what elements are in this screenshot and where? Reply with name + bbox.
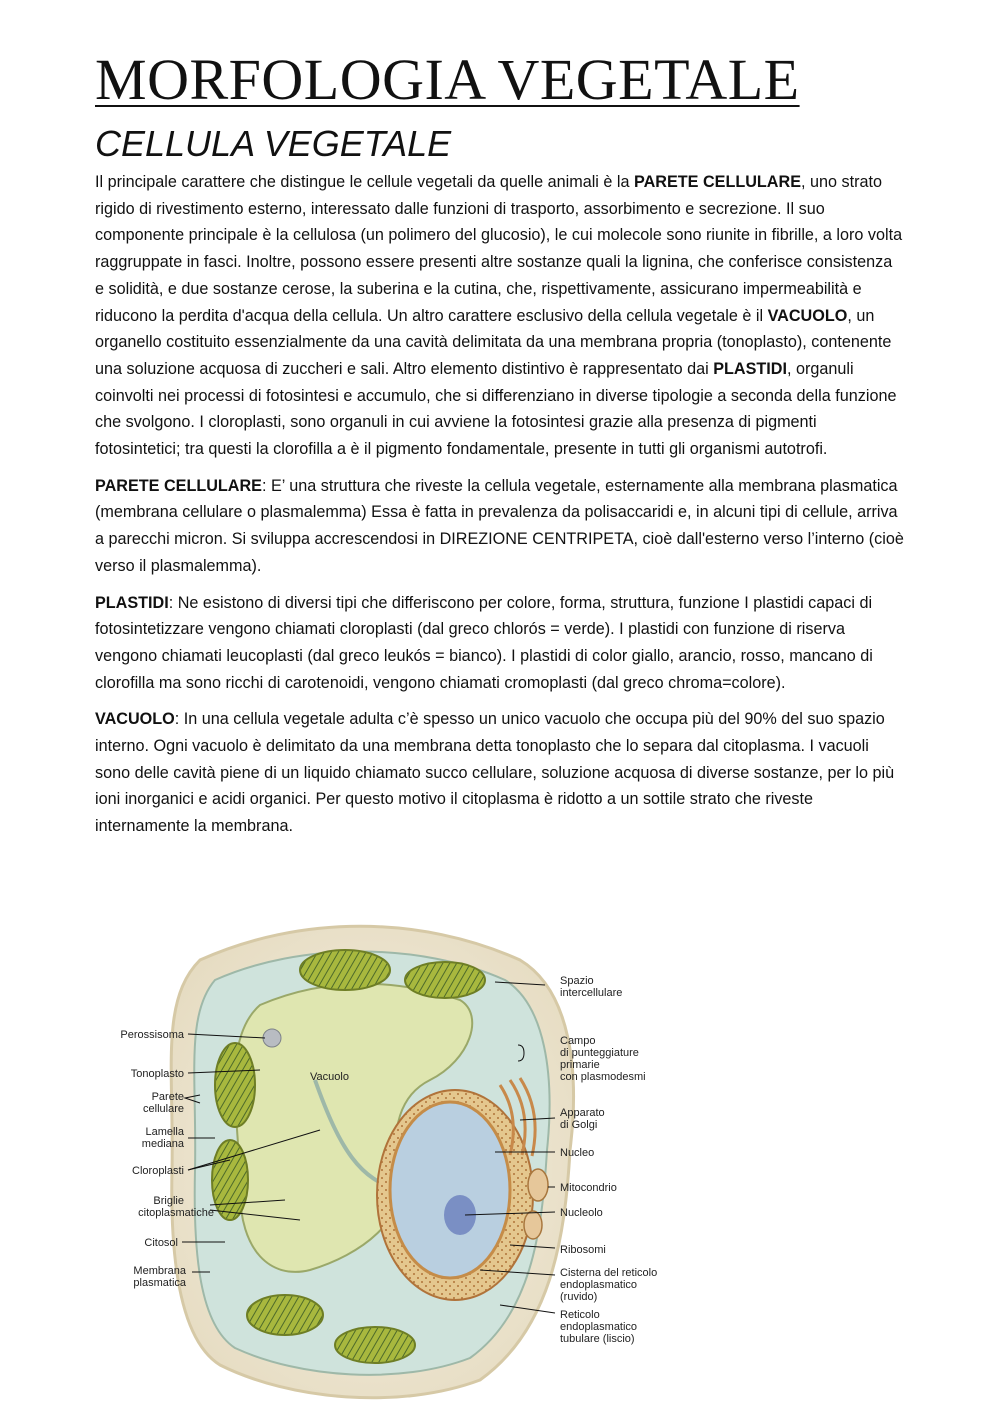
intro-text-1: Il principale carattere che distingue le cellule vegetali da quelle animali è la xyxy=(95,173,635,191)
parete-paragraph xyxy=(95,473,905,580)
plastidi-term: PLASTIDI xyxy=(95,593,169,612)
label-lamella-2: mediana xyxy=(141,1138,184,1150)
label-tonoplasto: Tonoplasto xyxy=(130,1068,184,1080)
intro-text-3: , un organello costituito essenzialmente da una cavità delimitata da una membrana propria (tonoplasto), contenente una soluzione acquosa di zuccheri e sali. Altro elemento distintivo è rappresentato dai xyxy=(95,306,892,378)
document-body xyxy=(95,169,905,850)
label-reticolo-2: endoplasmatico xyxy=(560,1321,638,1333)
label-mitocondrio: Mitocondrio xyxy=(560,1182,617,1194)
intro-paragraph xyxy=(95,169,905,463)
page-title: MORFOLOGIA VEGETALE xyxy=(95,47,800,112)
label-nucleolo: Nucleolo xyxy=(560,1207,603,1219)
label-perossisoma: Perossisoma xyxy=(120,1029,184,1041)
label-ribosomi: Ribosomi xyxy=(560,1244,606,1256)
nucleus xyxy=(390,1102,510,1278)
label-spazio-1: Spazio xyxy=(560,975,594,987)
label-cisterna-2: endoplasmatico xyxy=(560,1279,638,1291)
vacuolo-term: VACUOLO xyxy=(95,710,175,729)
parete-term: PARETE CELLULARE xyxy=(95,476,262,495)
chloroplast xyxy=(300,950,390,990)
text-clip-mask xyxy=(0,905,1000,919)
intro-text-4: , organuli coinvolti nei processi di fotosintesi e accumulo, che si differenziano in diverse tipologie a seconda della funzione che svolgono. I cloroplasti, sono organuli in cui avviene la fotosintesi grazie alla presenza di pigmenti fotosintetici; tra questi la clorofilla a è il pigmento fondamentale, presente in tutti gli organismi autotrofi. xyxy=(95,359,897,459)
label-membrana-1: Membrana xyxy=(133,1265,186,1277)
label-campo-3: primarie xyxy=(560,1059,600,1071)
label-spazio-2: intercellulare xyxy=(560,987,623,999)
plant-cell-diagram xyxy=(100,920,720,1400)
label-parete-2: cellulare xyxy=(143,1103,184,1115)
label-cisterna-3: (ruvido) xyxy=(560,1291,598,1303)
label-vacuolo: Vacuolo xyxy=(310,1071,349,1083)
label-nucleo: Nucleo xyxy=(560,1147,595,1159)
label-campo-2: di punteggiature xyxy=(560,1047,639,1059)
parete-text: : E’ una struttura che riveste la cellula vegetale, esternamente alla membrana plasmatica (membrana cellulare o plasmalemma) Essa è fatta in prevalenza da polisaccaridi e, in alcuni tipi di cellule, arriva a parecchi micron. Si sviluppa accrescendosi in DIREZIONE CENTRIPETA, cioè dall'esterno verso l’interno (cioè verso il plasmalemma). xyxy=(95,476,904,575)
chloroplast xyxy=(405,962,485,998)
label-parete-1: Parete xyxy=(151,1091,184,1103)
chloroplast xyxy=(247,1295,323,1335)
mitochondrion xyxy=(528,1169,548,1201)
label-cisterna-1: Cisterna del reticolo xyxy=(560,1267,658,1279)
label-briglie-1: Briglie xyxy=(153,1195,184,1207)
vacuolo-paragraph xyxy=(95,706,905,840)
label-reticolo-3: tubulare (liscio) xyxy=(560,1333,635,1345)
label-membrana-2: plasmatica xyxy=(133,1277,186,1289)
plastidi-text: : Ne esistono di diversi tipi che differiscono per colore, forma, struttura, funzione I plastidi capaci di fotosintetizzare vengono chiamati cloroplasti (dal greco chlorós = verde). I plastidi con funzione di riserva vengono chiamati leucoplasti (dal greco leukós = bianco). I plastidi di color giallo, arancio, rosso, mancano di clorofilla ma sono ricchi di carotenoidi, vengono chiamati cromoplasti (dal greco chroma=colore). xyxy=(95,593,873,692)
label-reticolo-1: Reticolo xyxy=(560,1309,600,1321)
label-golgi-1: Apparato xyxy=(560,1107,605,1119)
chloroplast xyxy=(335,1327,415,1363)
plastidi-paragraph xyxy=(95,590,905,697)
label-lamella-1: Lamella xyxy=(145,1126,184,1138)
label-briglie-2: citoplasmatiche xyxy=(138,1207,214,1219)
term-plastidi: PLASTIDI xyxy=(713,359,787,378)
term-parete: PARETE CELLULARE xyxy=(634,173,801,191)
vacuolo-text: : In una cellula vegetale adulta c’è spesso un unico vacuolo che occupa più del 90% del suo spazio interno. Ogni vacuolo è delimitato da una membrana detta tonoplasto che lo separa dal citoplasma. I vacuoli sono delle cavità piene di un liquido chiamato succo cellulare, soluzione acquosa di diverse sostanze, per lo più ioni inorganici e acidi organici. Per questo motivo il citoplasma è ridotto a un sottile strato che riveste internamente la membrana. xyxy=(95,710,895,836)
label-campo-1: Campo xyxy=(560,1035,596,1047)
intro-text-2: , uno strato rigido di rivestimento esterno, interessato dalle funzioni di trasporto, assorbimento e secrezione. Il suo componente principale è la cellulosa (un polimero del glucosio), le cui molecole sono riunite in fibrille, a loro volta raggruppate in fasci. Inoltre, possono essere presenti altre sostanze quali la lignina, che conferisce consistenza e solidità, e due sostanze cerose, la suberina e la cutina, che, rispettivamente, assicurano impermeabilità e riducono la perdita d'acqua della cellula. Un altro carattere esclusivo della cellula vegetale è il xyxy=(95,173,903,325)
label-campo-4: con plasmodesmi xyxy=(560,1071,646,1083)
mitochondrion xyxy=(524,1211,542,1239)
chloroplast xyxy=(212,1140,248,1220)
label-cloroplasti: Cloroplasti xyxy=(132,1165,184,1177)
chloroplast xyxy=(215,1043,255,1127)
label-golgi-2: di Golgi xyxy=(560,1119,598,1131)
label-citosol: Citosol xyxy=(144,1237,178,1249)
peroxisome xyxy=(263,1029,281,1047)
section-subtitle: CELLULA VEGETALE xyxy=(95,123,452,164)
term-vacuolo: VACUOLO xyxy=(767,306,848,325)
